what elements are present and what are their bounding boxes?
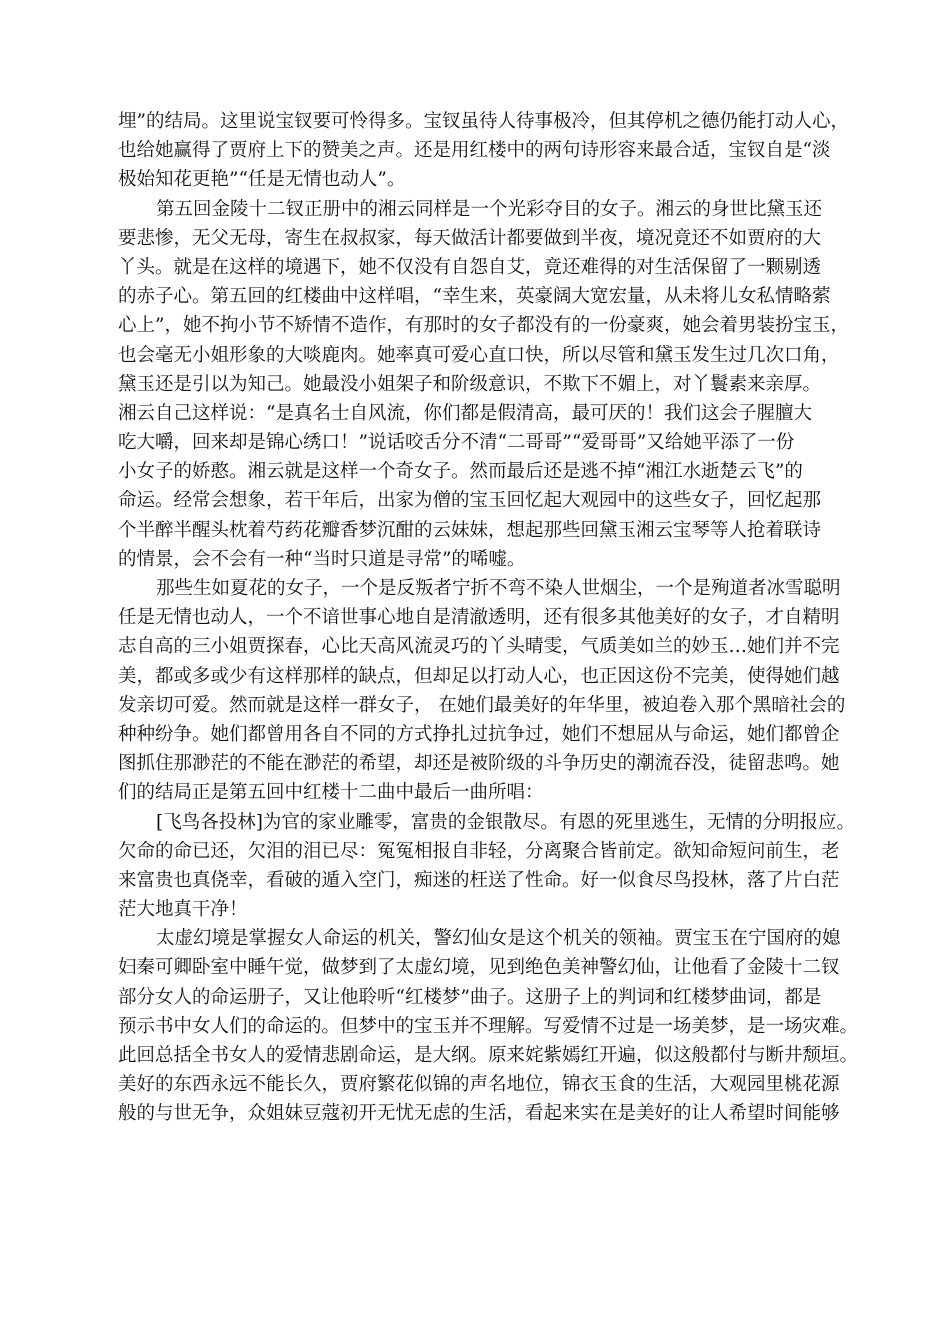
text-line: 此回总括全书女人的爱情悲剧命运，是大纲。原来姹紫嫣红开遍，似这般都付与断井颓垣。 [118,1045,859,1066]
text-line: 也会毫无小姐形象的大啖鹿肉。她率真可爱心直口快，所以尽管和黛玉发生过几次口角， [118,344,840,366]
text-line: 种种纷争。她们都曾用各自不同的方式挣扎过抗争过，她们不想屈从与命运，她们都曾企 [118,723,840,745]
paragraph-start-line: 第五回金陵十二钗正册中的湘云同样是一个光彩夺目的女子。湘云的身世比黛玉还 [156,198,823,220]
text-line: 任是无情也动人，一个不谙世事心地自是清澈透明，还有很多其他美好的女子，才自精明 [118,607,840,629]
text-line: 要悲惨，无父无母，寄生在叔叔家，每天做活计都要做到半夜，境况竟还不如贾府的大 [118,227,822,249]
text-line: 预示书中女人们的命运的。但梦中的宝玉并不理解。写爱情不过是一场美梦，是一场灾难。 [118,1015,859,1037]
text-line: 来富贵也真侥幸，看破的遁入空门，痴迷的枉送了性命。好一似食尽鸟投林，落了片白茫 [118,869,840,891]
text-line: 小女子的娇憨。湘云就是这样一个奇女子。然而最后还是逃不掉“湘江水逝楚云飞”的 [118,461,803,483]
text-line: 心上”，她不拘小节不矫情不造作，有那时的女子都没有的一份豪爽，她会着男装扮宝玉， [118,315,849,337]
text-line: 志自高的三小姐贾探春，心比天高风流灵巧的丫头晴雯，气质美如兰的妙玉…她们并不完 [118,636,840,658]
paragraph-start-line: 那些生如夏花的女子，一个是反叛者宁折不弯不染人世烟尘，一个是殉道者冰雪聪明 [156,578,841,599]
text-line: 发亲切可爱。然而就是这样一群女子， 在她们最美好的年华里，被迫卷入那个黑暗社会的 [118,694,846,716]
text-line: 个半醉半醒头枕着芍药花瓣香梦沉酣的云妹妹，想起那些回黛玉湘云宝琴等人抢着联诗 [118,519,822,541]
body-text [118,107,868,1129]
text-line: 也给她赢得了贾府上下的赞美之声。还是用红楼中的两句诗形容来最合适，宝钗自是“淡 [118,140,831,162]
paragraph-start-line: [飞鸟各投林]为官的家业雕零，富贵的金银散尽。有恩的死里逃生，无情的分明报应。 [156,811,855,833]
text-line: 丫头。就是在这样的境遇下，她不仅没有自怨自艾，竟还难得的对生活保留了一颗剔透 [118,256,822,278]
text-line: 部分女人的命运册子，又让他聆听“红楼梦”曲子。这册子上的判词和红楼梦曲词，都是 [118,986,822,1008]
text-line: 欠命的命已还，欠泪的泪已尽：冤冤相报自非轻，分离聚合皆前定。欲知命短问前生，老 [118,840,840,862]
text-line: 茫大地真干净！ [118,899,248,921]
paragraph-start-line: 太虚幻境是掌握女人命运的机关，警幻仙女是这个机关的领袖。贾宝玉在宁国府的媳 [156,928,841,950]
text-line: 图抓住那渺茫的不能在渺茫的希望，却还是被阶级的斗争历史的潮流吞没，徒留悲鸣。她 [118,753,840,775]
text-line: 的赤子心。第五回的红楼曲中这样唱，“幸生来，英豪阔大宽宏量，从未将儿女私情略萦 [118,286,831,308]
text-line: 般的与世无争，众姐妹豆蔻初开无忧无虑的生活，看起来实在是美好的让人希望时间能够 [118,1103,840,1125]
text-line: 的情景，会不会有一种“当时只道是寻常”的唏嘘。 [118,548,526,570]
text-line: 美，都或多或少有这样那样的缺点，但却足以打动人心，也正因这份不完美，使得她们越 [118,665,840,687]
text-line: 湘云自己这样说：“是真名士自风流，你们都是假清高，最可厌的！我们这会子腥膻大 [118,402,812,424]
text-line: 美好的东西永远不能长久，贾府繁花似锦的声名地位，锦衣玉食的生活，大观园里桃花源 [118,1074,840,1096]
text-line: 命运。经常会想象，若干年后，出家为僧的宝玉回忆起大观园中的这些女子，回忆起那 [118,490,822,512]
text-line: 黛玉还是引以为知己。她最没小姐架子和阶级意识，不欺下不媚上，对丫鬟素来亲厚。 [118,373,822,395]
text-line: 妇秦可卿卧室中睡午觉，做梦到了太虚幻境，见到绝色美神警幻仙，让他看了金陵十二钗 [118,957,840,979]
text-line: 极始知花更艳”“任是无情也动人”。 [118,169,406,191]
text-line: 吃大嚼，回来却是锦心绣口！”说话咬舌分不清“二哥哥”“爱哥哥”又给她平添了一份 [118,432,795,454]
text-line: 们的结局正是第五回中红楼十二曲中最后一曲所唱： [118,782,544,804]
text-line: 埋”的结局。这里说宝钗要可怜得多。宝钗虽待人待事极冷，但其停机之德仍能打动人心， [118,111,849,132]
